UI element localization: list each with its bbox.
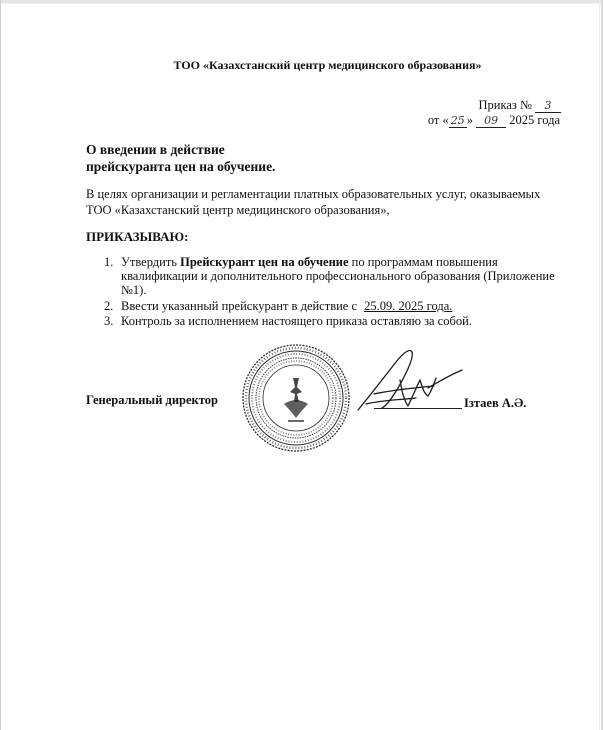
order-items: [104, 255, 564, 330]
title-line-1: О введении в действие: [86, 142, 225, 157]
order-date-line: [428, 113, 560, 128]
order-date-mid: »: [466, 113, 473, 127]
order-day-handwritten: 25: [450, 114, 465, 127]
item-bold-text: Прейскурант цен на обучение: [180, 255, 349, 269]
order-heading: ПРИКАЗЫВАЮ:: [86, 229, 189, 244]
item-number: 2.: [104, 298, 114, 313]
order-year: 2025 года: [509, 113, 560, 127]
item-number: 1.: [104, 255, 114, 269]
item-text: Утвердить: [121, 255, 181, 269]
signature-line: [374, 408, 462, 409]
signatory-position: Генеральный директор: [86, 393, 218, 407]
item-text-tail: по программам повышения квалификации и дополнительного профессионального образования (Приложение №1).: [121, 255, 555, 297]
scan-edge-top-shadow: [0, 3, 603, 4]
order-item-2: [104, 299, 564, 313]
organization-header: ТОО «Казахстанский центр медицинского образования»: [173, 58, 482, 72]
order-month-handwritten: 09: [476, 114, 506, 128]
order-number-label: Приказ №: [478, 98, 532, 112]
item-text: Контроль за исполнением настоящего приказа оставляю за собой.: [121, 314, 472, 328]
signatory-name: Ізтаев А.Ә.: [464, 396, 527, 410]
item-text: Ввести указанный прейскурант в действие с: [121, 298, 358, 313]
order-number-line: [478, 98, 561, 113]
item-number: 3.: [104, 314, 114, 328]
scan-edge-left: [0, 0, 1, 730]
order-item-3: [104, 314, 564, 328]
effective-date: 25.09. 2025 года.: [364, 298, 453, 313]
order-number-handwritten: 3: [535, 99, 561, 113]
scan-edge-right-shadow: [599, 0, 600, 730]
order-item-1: [104, 255, 564, 297]
preamble-text: В целях организации и регламентации платных образовательных услуг, оказываемых ТОО «Казахстанский центр медицинского образования»,: [86, 187, 541, 217]
round-seal-stamp: [236, 342, 356, 454]
handwritten-signature: [352, 340, 470, 418]
title-line-2: прейскуранта цен на обучение.: [86, 159, 276, 174]
document-title: [86, 141, 275, 175]
order-date-prefix: от «: [427, 113, 449, 127]
